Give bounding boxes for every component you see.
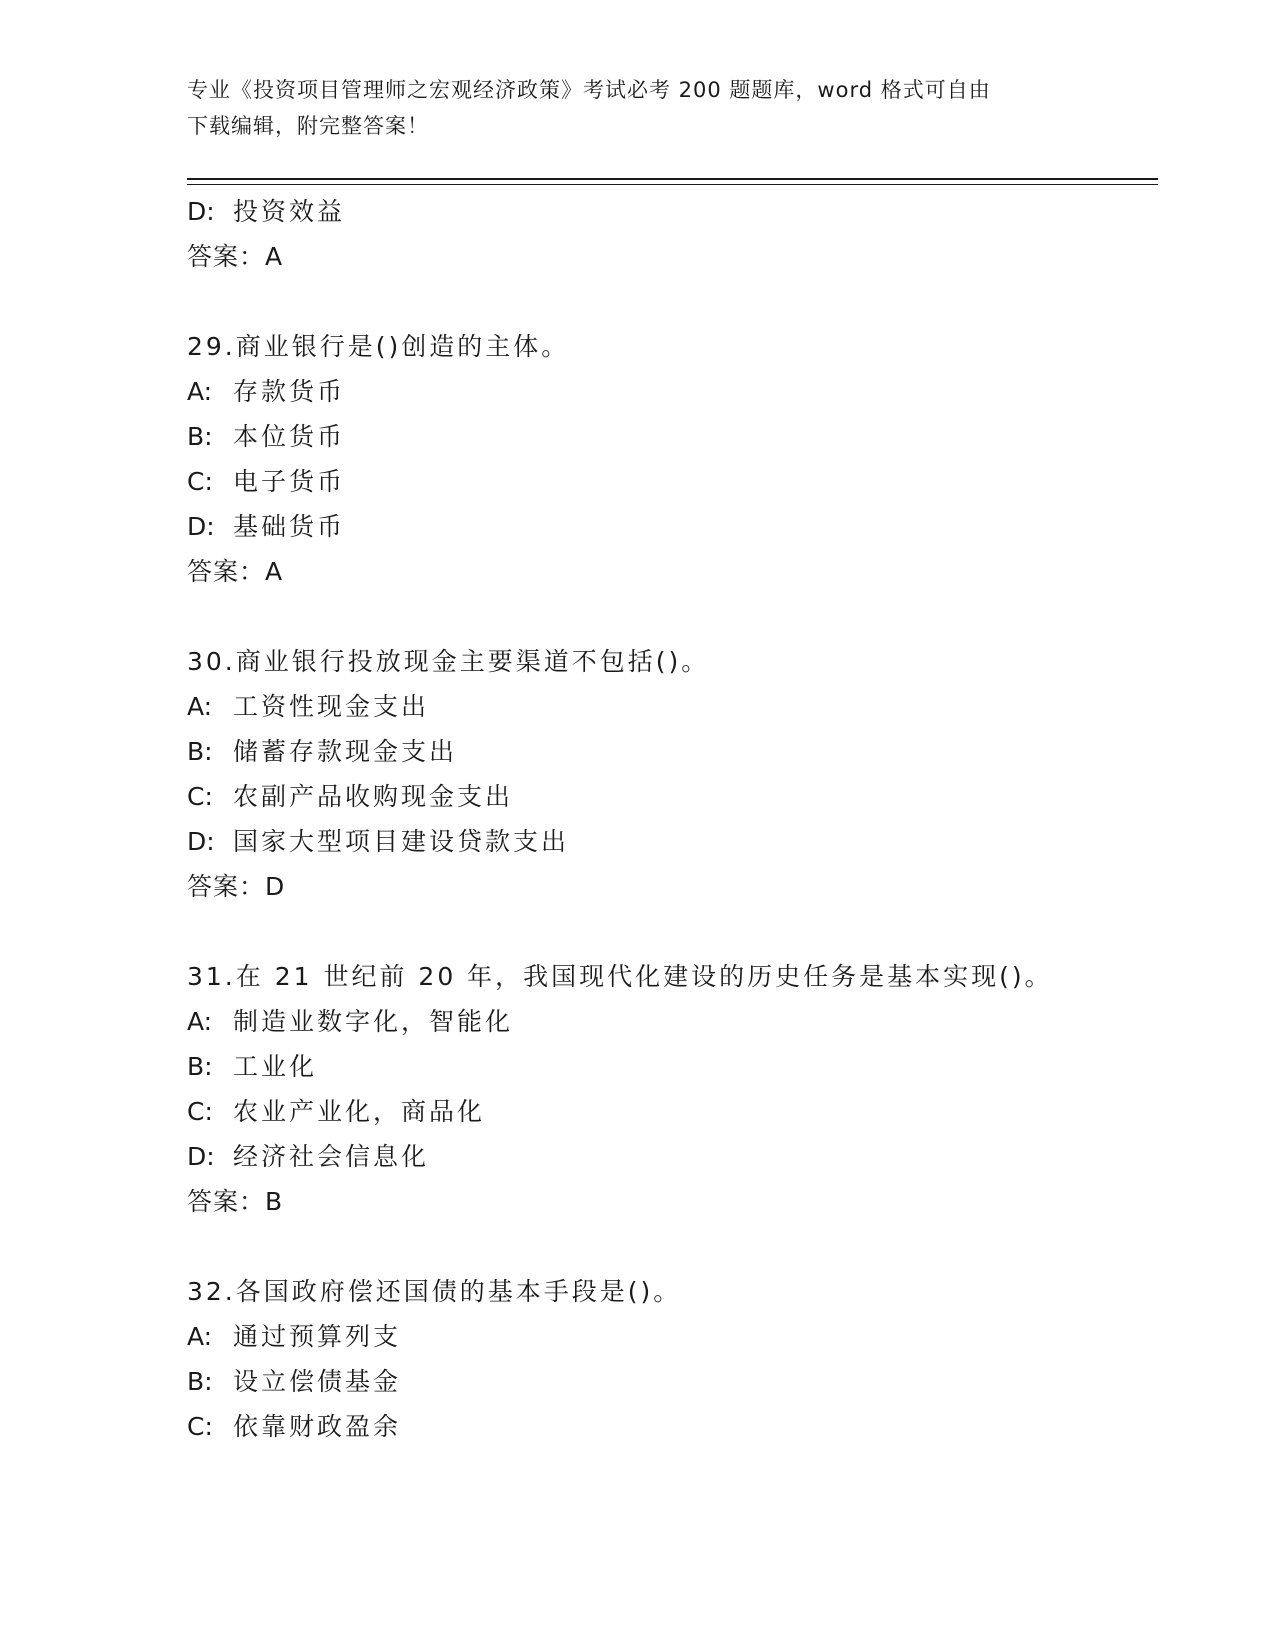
- option-text: 依靠财政盈余: [233, 1412, 402, 1441]
- option-letter: B:: [187, 1367, 213, 1396]
- option-b: [187, 414, 1167, 459]
- option-text: 国家大型项目建设贷款支出: [233, 827, 570, 856]
- question-list: [187, 189, 1167, 1449]
- option-a: [187, 999, 1167, 1044]
- option-letter: C:: [187, 1097, 213, 1126]
- option-text: 存款货币: [233, 377, 346, 406]
- option-c: [187, 459, 1167, 504]
- answer-line: 答案：A: [187, 242, 284, 271]
- option-text: 设立偿债基金: [233, 1367, 402, 1396]
- question-stem: 31.在 21 世纪前 20 年，我国现代化建设的历史任务是基本实现()。: [187, 962, 1053, 991]
- header-line-1: 专业《投资项目管理师之宏观经济政策》考试必考 200 题题库，word 格式可自由: [187, 78, 991, 102]
- option-text: 储蓄存款现金支出: [233, 737, 458, 766]
- option-d: [187, 1134, 1167, 1179]
- option-text: 农副产品收购现金支出: [233, 782, 514, 811]
- answer-line: 答案：D: [187, 872, 286, 901]
- option-letter: A:: [187, 692, 213, 721]
- question-stem: 30.商业银行投放现金主要渠道不包括()。: [187, 647, 710, 676]
- option-letter: B:: [187, 737, 213, 766]
- option-letter: D:: [187, 512, 215, 541]
- header-rule-thick: [187, 178, 1158, 180]
- option-b: [187, 1359, 1167, 1404]
- answer-line: 答案：B: [187, 1187, 284, 1216]
- option-text: 本位货币: [233, 422, 346, 451]
- header-rule-thin: [187, 184, 1158, 185]
- option-d: [187, 819, 1167, 864]
- option-d: [187, 189, 1167, 234]
- option-letter: A:: [187, 1322, 213, 1351]
- option-a: [187, 1314, 1167, 1359]
- option-text: 工业化: [233, 1052, 318, 1081]
- option-letter: C:: [187, 782, 213, 811]
- header-line-2: 下载编辑，附完整答案！: [187, 114, 429, 138]
- document-header: [187, 72, 1087, 144]
- option-text: 通过预算列支: [233, 1322, 402, 1351]
- option-c: [187, 1404, 1167, 1449]
- question-stem: 29.商业银行是()创造的主体。: [187, 332, 570, 361]
- option-d: [187, 504, 1167, 549]
- option-letter: B:: [187, 422, 213, 451]
- option-c: [187, 774, 1167, 819]
- option-text: 基础货币: [233, 512, 346, 541]
- answer-line: 答案：A: [187, 557, 284, 586]
- option-b: [187, 1044, 1167, 1089]
- option-letter: B:: [187, 1052, 213, 1081]
- option-text: 制造业数字化，智能化: [233, 1007, 514, 1036]
- option-text: 经济社会信息化: [233, 1142, 430, 1171]
- option-text: 投资效益: [233, 197, 346, 226]
- option-a: [187, 369, 1167, 414]
- option-letter: D:: [187, 827, 215, 856]
- question-stem: 32.各国政府偿还国债的基本手段是()。: [187, 1277, 682, 1306]
- option-letter: A:: [187, 377, 213, 406]
- option-c: [187, 1089, 1167, 1134]
- option-letter: C:: [187, 1412, 213, 1441]
- option-text: 工资性现金支出: [233, 692, 430, 721]
- option-text: 农业产业化，商品化: [233, 1097, 486, 1126]
- option-letter: A:: [187, 1007, 213, 1036]
- option-a: [187, 684, 1167, 729]
- option-letter: D:: [187, 197, 215, 226]
- option-b: [187, 729, 1167, 774]
- option-text: 电子货币: [233, 467, 346, 496]
- option-letter: D:: [187, 1142, 215, 1171]
- option-letter: C:: [187, 467, 213, 496]
